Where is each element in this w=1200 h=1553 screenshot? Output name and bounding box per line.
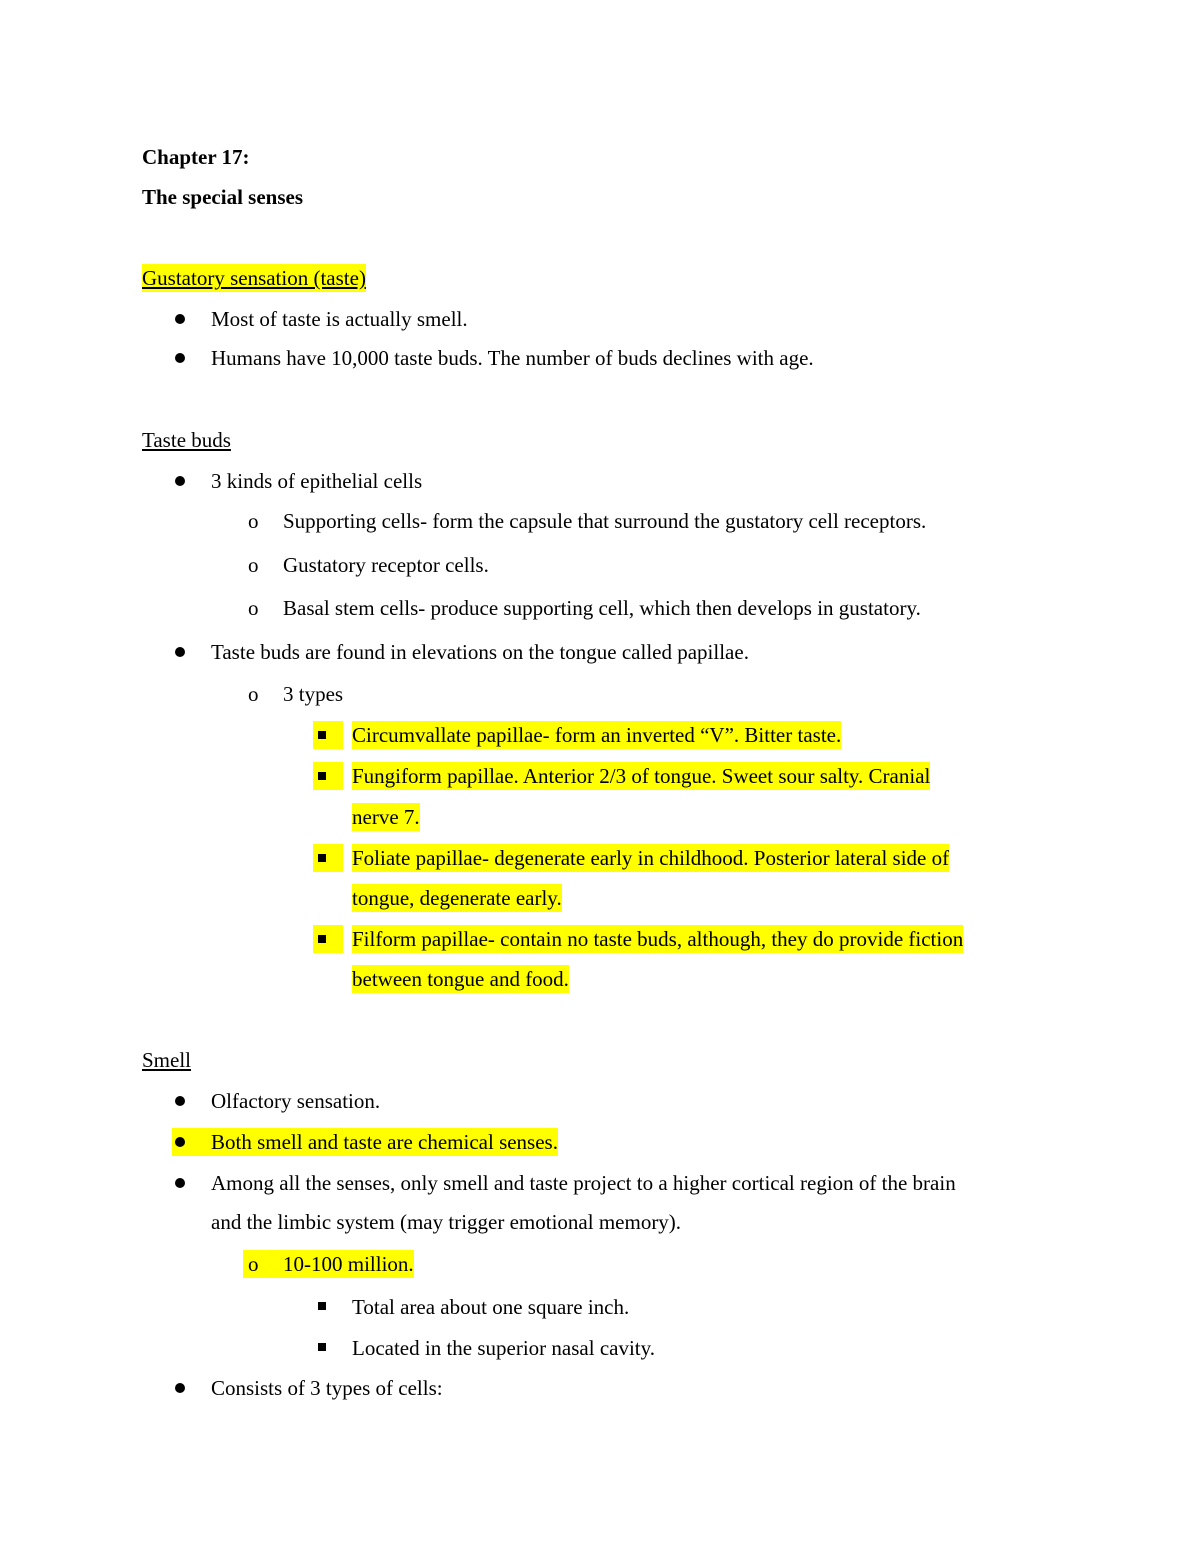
section-heading-smell: Smell	[142, 1048, 192, 1072]
list-item: Humans have 10,000 taste buds. The number of buds declines with age.	[211, 346, 814, 370]
square-bullet	[318, 935, 326, 943]
bullet-dot	[175, 476, 185, 486]
list-item: Foliate papillae- degenerate early in childhood. Posterior lateral side of	[352, 846, 950, 870]
square-bullet	[318, 731, 326, 739]
list-item: Circumvallate papillae- form an inverted “V”. Bitter taste.	[352, 723, 842, 747]
list-item: Fungiform papillae. Anterior 2/3 of tongue. Sweet sour salty. Cranial	[352, 764, 931, 788]
sub-bullet-circle: o	[248, 553, 259, 577]
list-item: Basal stem cells- produce supporting cell, which then develops in gustatory.	[283, 596, 921, 620]
list-item: 10-100 million.	[283, 1252, 414, 1276]
list-item-continuation: tongue, degenerate early.	[352, 886, 562, 910]
chapter-title: Chapter 17:	[142, 145, 250, 169]
list-item: Total area about one square inch.	[352, 1295, 630, 1319]
bullet-dot	[175, 647, 185, 657]
square-bullet	[318, 854, 326, 862]
bullet-dot	[175, 1178, 185, 1188]
list-item: Filform papillae- contain no taste buds, although, they do provide fiction	[352, 927, 964, 951]
bullet-dot	[175, 353, 185, 363]
list-item: Both smell and taste are chemical senses.	[211, 1130, 558, 1154]
list-item-continuation: between tongue and food.	[352, 967, 569, 991]
list-item: Olfactory sensation.	[211, 1089, 381, 1113]
bullet-dot	[175, 1137, 185, 1147]
list-item: Taste buds are found in elevations on the tongue called papillae.	[211, 640, 749, 664]
list-item: Supporting cells- form the capsule that surround the gustatory cell receptors.	[283, 509, 927, 533]
sub-bullet-circle: o	[248, 1252, 259, 1276]
sub-bullet-circle: o	[248, 682, 259, 706]
list-item-continuation: and the limbic system (may trigger emotional memory).	[211, 1210, 682, 1234]
section-heading-gustatory: Gustatory sensation (taste)	[142, 266, 366, 290]
list-item: Most of taste is actually smell.	[211, 307, 468, 331]
sub-bullet-circle: o	[248, 596, 259, 620]
bullet-dot	[175, 314, 185, 324]
bullet-dot	[175, 1096, 185, 1106]
square-bullet	[318, 772, 326, 780]
section-heading-taste-buds: Taste buds	[142, 428, 231, 452]
list-item-continuation: nerve 7.	[352, 805, 420, 829]
sub-bullet-circle: o	[248, 509, 259, 533]
list-item: 3 types	[283, 682, 344, 706]
chapter-subtitle: The special senses	[142, 185, 304, 209]
list-item: Consists of 3 types of cells:	[211, 1376, 443, 1400]
square-bullet	[318, 1343, 326, 1351]
list-item: 3 kinds of epithelial cells	[211, 469, 423, 493]
list-item: Located in the superior nasal cavity.	[352, 1336, 656, 1360]
bullet-dot	[175, 1383, 185, 1393]
list-item: Gustatory receptor cells.	[283, 553, 489, 577]
list-item: Among all the senses, only smell and taste project to a higher cortical region of the brain	[211, 1171, 956, 1195]
square-bullet	[318, 1302, 326, 1310]
